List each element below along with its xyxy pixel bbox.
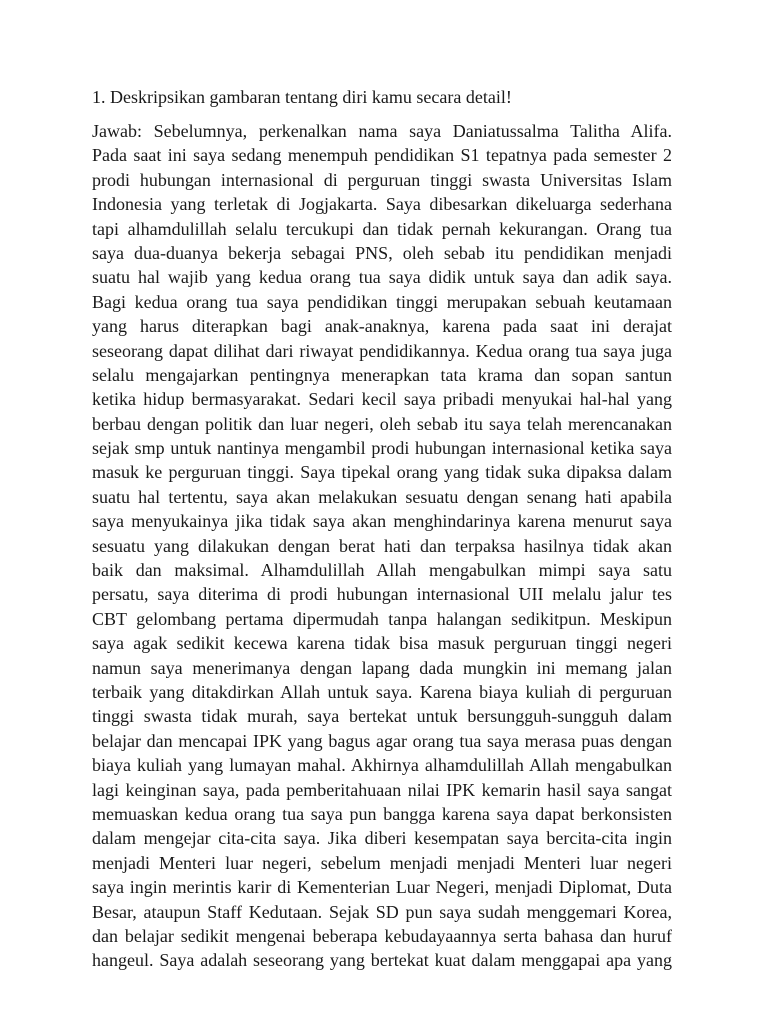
answer-line: selalu mengajarkan pentingnya menerapkan tata krama dan sopan santun — [92, 364, 672, 385]
answer-line: dan belajar sedikit mengenai beberapa kebudayaannya serta bahasa dan huruf — [92, 925, 672, 946]
answer-line: dalam mengejar cita-cita saya. Jika diberi kesempatan saya bercita-cita ingin — [92, 828, 672, 849]
answer-line: Bagi kedua orang tua saya pendidikan tinggi merupakan sebuah keutamaan — [92, 291, 672, 312]
answer-line: prodi hubungan internasional di perguruan tinggi swasta Universitas Islam — [92, 169, 672, 190]
answer-line: lagi keinginan saya, pada pemberitahuaan nilai IPK kemarin hasil saya sangat — [92, 779, 672, 800]
answer-line: CBT gelombang pertama dipermudah tanpa halangan sedikitpun. Meskipun — [92, 608, 672, 629]
answer-line: saya ingin merintis karir di Kementerian Luar Negeri, menjadi Diplomat, Duta — [92, 877, 672, 898]
answer-line: terbaik yang ditakdirkan Allah untuk saya. Karena biaya kuliah di perguruan — [92, 681, 672, 702]
answer-line: tapi alhamdulillah selalu tercukupi dan tidak pernah kekurangan. Orang tua — [92, 218, 672, 239]
answer-line: Jawab: Sebelumnya, perkenalkan nama saya Daniatussalma Talitha Alifa. — [92, 121, 672, 141]
answer-line: sesuatu yang dilakukan dengan berat hati dan terpaksa hasilnya tidak akan — [92, 535, 672, 556]
answer-line: hangeul. Saya adalah seseorang yang bertekat kuat dalam menggapai apa yang — [92, 950, 672, 971]
answer-line: Indonesia yang terletak di Jogjakarta. Saya dibesarkan dikeluarga sederhana — [92, 194, 672, 215]
answer-line: namun saya menerimanya dengan lapang dada mungkin ini memang jalan — [92, 657, 672, 678]
answer-line: suatu hal wajib yang kedua orang tua saya didik untuk saya dan adik saya. — [92, 267, 672, 288]
answer-line: baik dan maksimal. Alhamdulillah Allah mengabulkan mimpi saya satu — [92, 560, 672, 581]
answer-line: menjadi Menteri luar negeri, sebelum menjadi menjadi Menteri luar negeri — [92, 852, 672, 873]
answer-line: biaya kuliah yang lumayan mahal. Akhirnya alhamdulillah Allah mengabulkan — [92, 755, 672, 776]
answer-line: saya menyukainya jika tidak saya akan menghindarinya karena menurut saya — [92, 511, 672, 532]
question-text: 1. Deskripsikan gambaran tentang diri kamu secara detail! — [92, 87, 512, 107]
answer-line: tinggi swasta tidak murah, saya bertekat untuk bersungguh-sungguh dalam — [92, 706, 672, 727]
answer-line: belajar dan mencapai IPK yang bagus agar orang tua saya merasa puas dengan — [92, 730, 672, 751]
answer-line: saya agak sedikit kecewa karena tidak bisa masuk perguruan tinggi negeri — [92, 633, 672, 654]
answer-line: memuaskan kedua orang tua saya pun bangga karena saya dapat berkonsisten — [92, 803, 672, 824]
answer-line: yang harus diterapkan bagi anak-anaknya, karena pada saat ini derajat — [92, 316, 672, 337]
answer-line: persatu, saya diterima di prodi hubungan internasional UII melalu jalur tes — [92, 584, 672, 605]
answer-paragraph — [92, 119, 672, 973]
document-page — [92, 84, 672, 973]
answer-line: saya dua-duanya bekerja sebagai PNS, oleh sebab itu pendidikan menjadi — [92, 242, 672, 263]
answer-line: suatu hal tertentu, saya akan melakukan sesuatu dengan senang hati apabila — [92, 486, 672, 507]
answer-line: masuk ke perguruan tinggi. Saya tipekal orang yang tidak suka dipaksa dalam — [92, 462, 672, 483]
answer-line: seseorang dapat dilihat dari riwayat pendidikannya. Kedua orang tua saya juga — [92, 340, 672, 361]
answer-line: Besar, ataupun Staff Kedutaan. Sejak SD pun saya sudah menggemari Korea, — [92, 901, 672, 922]
answer-line: berbau dengan politik dan luar negeri, oleh sebab itu saya telah merencanakan — [92, 413, 672, 434]
answer-line: ketika hidup bermasyarakat. Sedari kecil saya pribadi menyukai hal-hal yang — [92, 389, 672, 410]
answer-line: Pada saat ini saya sedang menempuh pendidikan S1 tepatnya pada semester 2 — [92, 145, 672, 166]
answer-line: sejak smp untuk nantinya mengambil prodi hubungan internasional ketika saya — [92, 438, 672, 459]
